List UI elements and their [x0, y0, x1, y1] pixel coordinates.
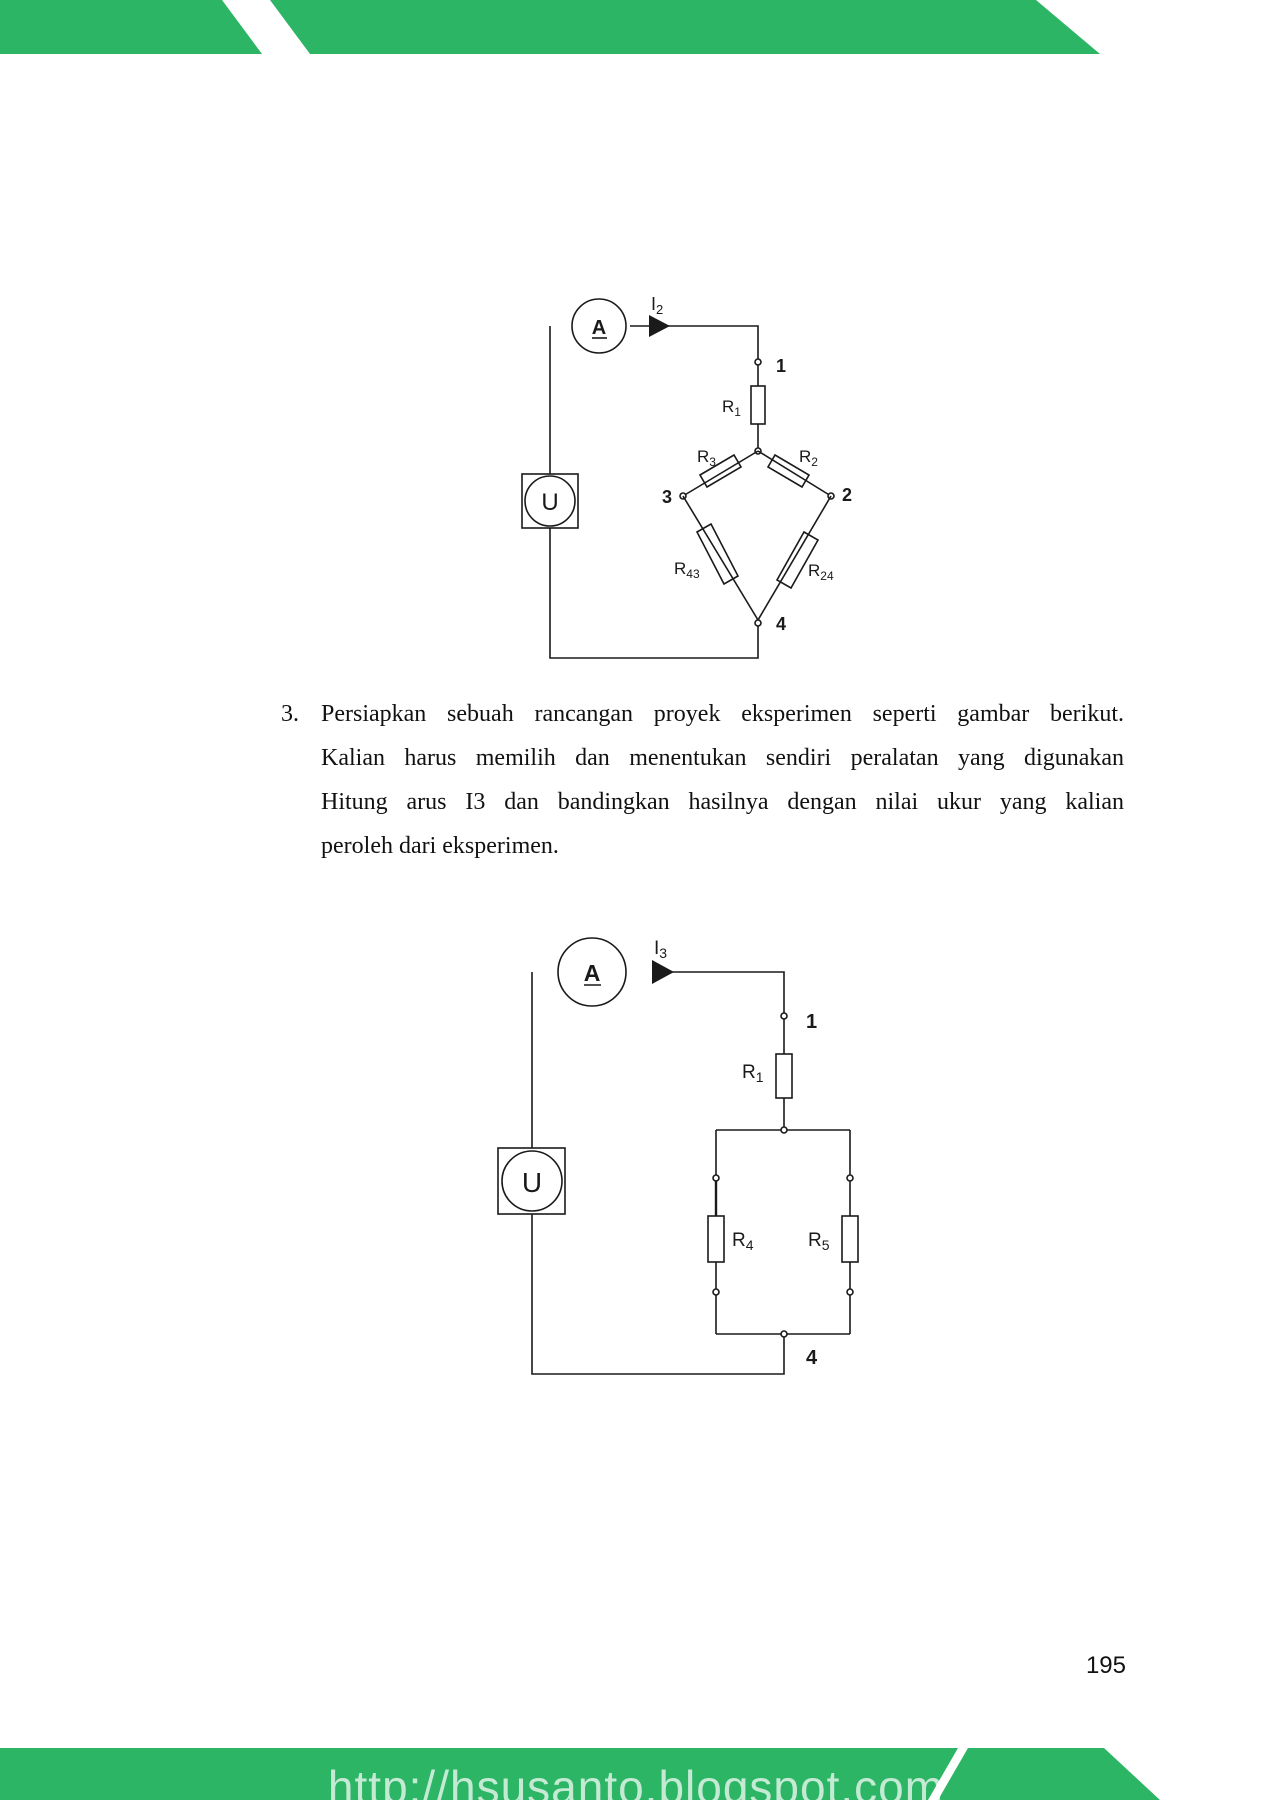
figure-parallel-circuit	[480, 930, 900, 1390]
footer-url-watermark: http://hsusanto.blogspot.com	[327, 1761, 945, 1813]
wire	[550, 528, 758, 658]
text-line: peroleh dari eksperimen.	[321, 833, 559, 859]
text-line: Hitung arus I3 dan bandingkan hasilnya dengan nilai ukur yang kalian	[321, 789, 1124, 815]
node-1-label: 1	[776, 356, 787, 376]
list-number: 3.	[281, 701, 299, 727]
junction-bottom	[781, 1331, 787, 1337]
header-band-left	[0, 0, 262, 54]
r4-label: $R_4$	[732, 1230, 754, 1253]
wire	[758, 451, 831, 496]
node-4-label: 4	[806, 1347, 818, 1369]
terminal	[713, 1175, 719, 1181]
node-4-label: 4	[776, 614, 787, 634]
current-arrow-icon	[649, 315, 670, 337]
terminal	[847, 1175, 853, 1181]
r3-label: $R_3$	[697, 447, 716, 469]
r2-label: $R_2$	[799, 447, 818, 469]
r5-label: $R_5$	[808, 1230, 830, 1253]
list-item-text	[321, 692, 1124, 868]
current-label: $I_2$	[651, 294, 664, 317]
wire	[758, 496, 831, 620]
source-label: U	[521, 1167, 543, 1198]
current-arrow-icon	[652, 960, 674, 984]
wire	[654, 972, 784, 1016]
header-band	[0, 0, 1272, 56]
node-1-label: 1	[806, 1011, 818, 1033]
terminal	[713, 1289, 719, 1295]
node-3-label: 3	[662, 487, 673, 507]
ammeter-label: A	[583, 960, 601, 986]
terminal-4	[755, 620, 761, 626]
resistor-r1	[751, 386, 765, 424]
terminal	[847, 1289, 853, 1295]
resistor-r1	[776, 1054, 792, 1098]
terminal-1	[781, 1013, 787, 1019]
current-label: $I_3$	[654, 938, 668, 961]
r1-label: $R_1$	[742, 1062, 764, 1085]
wire	[683, 496, 758, 620]
page-number: 195	[1085, 1652, 1126, 1679]
junction-top	[781, 1127, 787, 1133]
header-band-right	[270, 0, 1100, 54]
resistor-r5	[842, 1216, 858, 1262]
source-label: U	[541, 489, 559, 516]
node-2-label: 2	[842, 485, 853, 505]
ammeter-label: A	[591, 317, 607, 339]
wire	[683, 451, 758, 496]
figure-bridge-circuit	[500, 280, 900, 670]
r24-label: $R_{24}$	[808, 561, 834, 583]
r1-label: $R_1$	[722, 397, 741, 419]
text-line: Kalian harus memilih dan menentukan sendiri peralatan yang digunakan	[321, 745, 1124, 771]
r43-label: $R_{43}$	[674, 559, 700, 581]
resistor-r4	[708, 1216, 724, 1262]
terminal-1	[755, 359, 761, 365]
text-line: Persiapkan sebuah rancangan proyek eksperimen seperti gambar berikut.	[321, 701, 1124, 727]
